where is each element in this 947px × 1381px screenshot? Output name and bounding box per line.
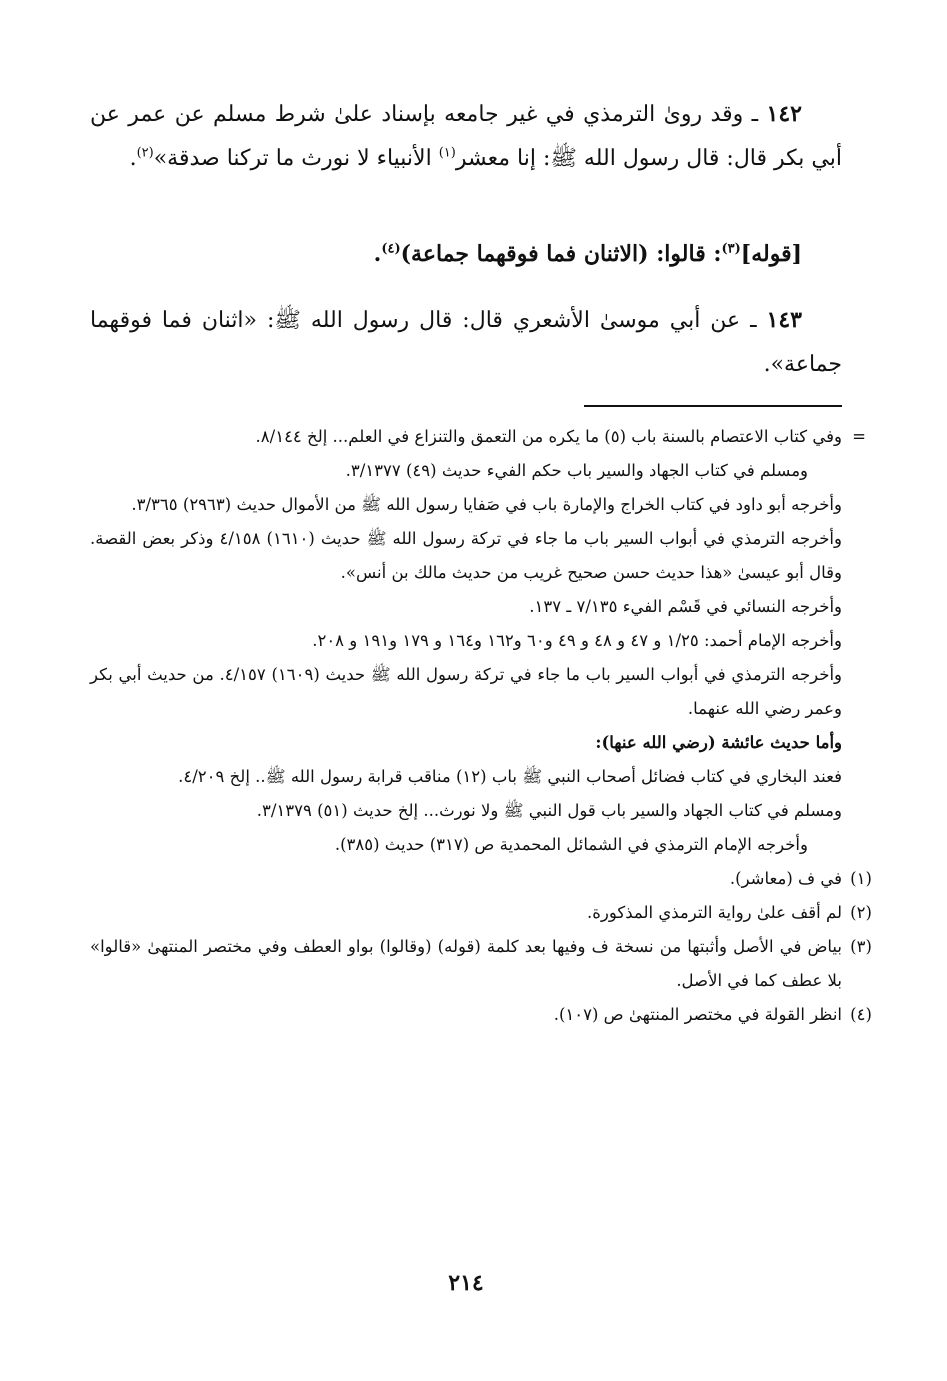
- footnote-text: انظر القولة في مختصر المنتهىٰ ص (١٠٧).: [553, 1005, 842, 1024]
- footnote-number: (١): [850, 869, 872, 888]
- footnote-2: [90, 896, 872, 930]
- footnote-text: لم أقف علىٰ رواية الترمذي المذكورة.: [587, 903, 842, 922]
- note-line: [90, 454, 842, 488]
- footnote-separator: [584, 405, 842, 407]
- note-line: [90, 488, 842, 522]
- note-subheading: [90, 726, 842, 760]
- heading-label: [قوله]: [740, 241, 802, 267]
- footnote-ref: (٢): [136, 145, 154, 161]
- footnote-4: [90, 998, 872, 1032]
- note-line: [90, 658, 842, 726]
- note-text: وأخرجه الإمام الترمذي في الشمائل المحمدية ص (٣١٧) حديث (٣٨٥).: [334, 835, 808, 854]
- hadith-number: ١٤٢: [766, 101, 802, 127]
- hadith-text: ـ عن أبي موسىٰ الأشعري قال: قال رسول الله ﷺ: «اثنان فما فوقهما جماعة».: [90, 308, 842, 377]
- note-text: وأخرجه النسائي في قَسْم الفيء ٧/١٣٥ ـ ١٣٧.: [529, 597, 842, 616]
- note-line: [90, 624, 842, 658]
- subheading-text: وأما حديث عائشة (رضي الله عنها):: [595, 733, 842, 752]
- heading-text: : قالوا: (الاثنان فما فوقهما جماعة): [400, 241, 722, 267]
- note-text: فعند البخاري في كتاب فضائل أصحاب النبي ﷺ باب (١٢) مناقب قرابة رسول الله ﷺ.. إلخ ٤/٢٠٩.: [178, 767, 842, 786]
- footnote-1: [90, 862, 872, 896]
- note-text: ومسلم في كتاب الجهاد والسير باب قول النبي ﷺ ولا نورث... إلخ حديث (٥١) ٣/١٣٧٩.: [256, 801, 842, 820]
- footnote-text: بياض في الأصل وأثبتها من نسخة ف وفيها بعد كلمة (قوله) (وقالوا) بواو العطف وفي مختصر المنتهىٰ «قالوا» بلا عطف كما في الأصل.: [90, 937, 842, 990]
- note-line: [90, 590, 842, 624]
- hadith-number: ١٤٣: [766, 307, 802, 333]
- footnote-number: (٣): [850, 937, 872, 956]
- hadith-text: ـ وقد روىٰ الترمذي في غير جامعه بإسناد علىٰ شرط مسلم عن عمر عن أبي بكر قال: قال رسول الله ﷺ: إنا معشر: [90, 102, 842, 171]
- punct: .: [129, 146, 137, 171]
- footnote-ref: (١): [438, 145, 456, 161]
- note-line: [90, 760, 842, 794]
- section-heading: [90, 232, 842, 276]
- note-text: وأخرجه الترمذي في أبواب السير باب ما جاء في تركة رسول الله ﷺ حديث (١٦١٠) ٤/١٥٨ وذكر بعض القصة. وقال أبو عيسىٰ «هذا حديث حسن صحيح غريب من حديث مالك بن أنس».: [90, 529, 842, 582]
- paragraph-142: [90, 92, 842, 181]
- paragraph-143: [90, 298, 842, 387]
- page-number: ٢١٤: [448, 1270, 484, 1296]
- footnote-number: (٢): [850, 903, 872, 922]
- note-text: وأخرجه الترمذي في أبواب السير باب ما جاء في تركة رسول الله ﷺ حديث (١٦٠٩) ٤/١٥٧. من حديث أبي بكر وعمر رضي الله عنهما.: [90, 665, 843, 718]
- note-line: [90, 522, 842, 590]
- footnote-3: [90, 930, 872, 998]
- footnote-number: (٤): [850, 1005, 872, 1024]
- footnote-ref: (٤): [381, 241, 401, 257]
- footnotes-block: [90, 420, 872, 1032]
- note-text: وفي كتاب الاعتصام بالسنة باب (٥) ما يكره من التعمق والتنزاع في العلم... إلخ ٨/١٤٤.: [255, 427, 842, 446]
- continuation-marker: =: [852, 427, 866, 446]
- footnote-ref: (٣): [721, 241, 741, 257]
- note-line: [90, 420, 866, 454]
- punct: .: [373, 241, 382, 267]
- note-text: وأخرجه الإمام أحمد: ١/٢٥ و ٤٧ و ٤٨ و ٤٩ و٦٠ و١٦٢ و١٦٤ و ١٧٩ و١٩١ و ٢٠٨.: [312, 631, 842, 650]
- note-line: [90, 828, 842, 862]
- note-text: ومسلم في كتاب الجهاد والسير باب حكم الفيء حديث (٤٩) ٣/١٣٧٧.: [345, 461, 808, 480]
- note-line: [90, 794, 842, 828]
- note-text: وأخرجه أبو داود في كتاب الخراج والإمارة باب في صَفايا رسول الله ﷺ من الأموال حديث (٢٩٦٣) ٣/٣٦٥.: [131, 495, 842, 514]
- hadith-text-cont: الأنبياء لا نورث ما تركنا صدقة»: [153, 146, 439, 171]
- footnote-text: في ف (معاشر).: [729, 869, 842, 888]
